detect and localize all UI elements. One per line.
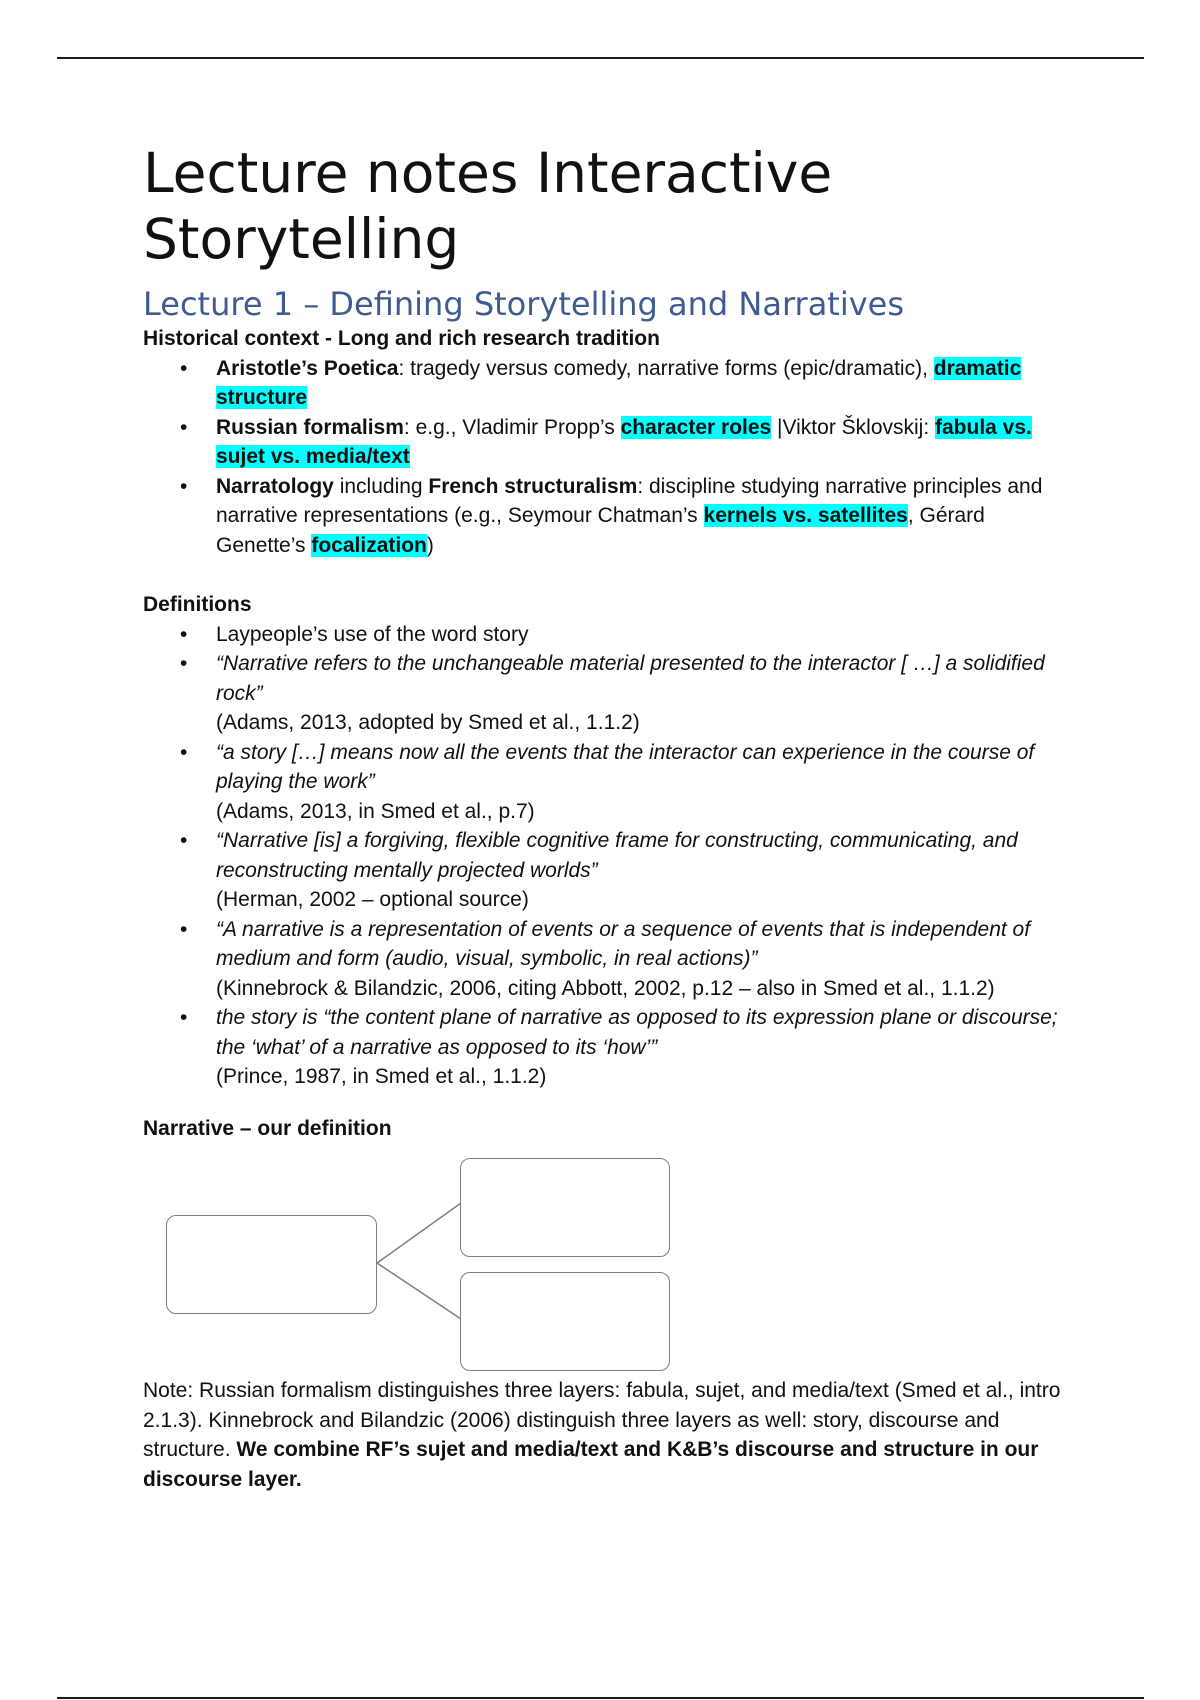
definition-item (216, 826, 1073, 915)
item-text: ) (426, 533, 434, 557)
highlight-dramatic-structure: dramatic structure (216, 356, 1022, 409)
list-item-narratology (216, 472, 1073, 561)
term-french-structuralism: French structuralism (428, 474, 638, 498)
definition-text: Laypeople’s use of the word story (216, 622, 529, 646)
term-aristotle: Aristotle’s Poetica (216, 356, 399, 380)
connector-line-upper (377, 1203, 461, 1263)
list-item-russian-formalism (216, 413, 1073, 472)
definition-quote: “a story […] means now all the events that the interactor can experience in the course of playing the work” (216, 740, 1035, 793)
item-text: |Viktor Šklovskij: (771, 415, 935, 439)
highlight-kernels-satellites: kernels vs. satellites (703, 504, 908, 527)
diagram-box-narrative (166, 1215, 377, 1314)
definitions-heading: Definitions (143, 593, 252, 616)
definition-quote: “A narrative is a representation of events or a sequence of events that is independent of medium and form (audio, visual, symbolic, in real actions)” (216, 917, 1031, 970)
narrative-definition-heading: Narrative – our definition (143, 1116, 392, 1140)
item-text: : tragedy versus comedy, narrative forms (epic/dramatic), (398, 356, 934, 380)
layers-note (143, 1376, 1073, 1494)
definition-source: (Kinnebrock & Bilandzic, 2006, citing Abbott, 2002, p.12 – also in Smed et al., 1.1.2) (216, 976, 995, 1000)
lecture-1-heading: Lecture 1 – Defining Storytelling and Narratives (143, 285, 905, 323)
diagram-box-lower (460, 1272, 670, 1371)
historical-context-list (143, 354, 1073, 561)
term-russian-formalism: Russian formalism (216, 415, 404, 439)
item-text: : discipline studying narrative principles and narrative representations (e.g., Seymour Chatman’s (216, 474, 1043, 527)
definition-quote: “Narrative [is] a forgiving, flexible cognitive frame for constructing, communicating, and reconstructing mentally projected worlds” (216, 829, 1018, 882)
item-text: , Gérard Genette’s (216, 504, 985, 557)
diagram-box-upper (460, 1158, 670, 1257)
list-item-aristotle (216, 354, 1073, 413)
document-title: Lecture notes Interactive Storytelling (143, 141, 833, 271)
definition-item (216, 620, 1073, 650)
narrative-diagram (143, 1149, 663, 1364)
definitions-list (143, 620, 1073, 1092)
definition-source: (Adams, 2013, adopted by Smed et al., 1.1.2) (216, 711, 640, 734)
definition-source: (Prince, 1987, in Smed et al., 1.1.2) (216, 1065, 547, 1088)
definition-item (216, 738, 1073, 827)
highlight-fabula-sujet: fabula vs. sujet vs. media/text (216, 415, 1032, 468)
historical-context-heading: Historical context - Long and rich research tradition (143, 327, 660, 350)
definition-quote: “Narrative refers to the unchangeable material presented to the interactor [ …] a solidified rock” (216, 652, 1045, 705)
item-text: : e.g., Vladimir Propp’s (403, 415, 621, 439)
definition-source: (Adams, 2013, in Smed et al., p.7) (216, 799, 535, 823)
definition-quote: the story is “the content plane of narrative as opposed to its expression plane or discourse; the ‘what’ of a narrative as opposed to its ‘how’” (216, 1006, 1058, 1059)
item-text: including (333, 474, 429, 498)
definition-item (216, 915, 1073, 1004)
footer-rule (57, 1697, 1144, 1699)
definition-source: (Herman, 2002 – optional source) (216, 888, 529, 911)
term-narratology: Narratology (216, 474, 334, 498)
connector-line-lower (377, 1263, 461, 1319)
highlight-focalization: focalization (311, 533, 427, 557)
definition-item (216, 1003, 1073, 1092)
note-bold-text: We combine RF’s sujet and media/text and K&B’s discourse and structure in our discourse layer. (143, 1438, 1039, 1491)
header-rule (57, 57, 1144, 59)
highlight-character-roles: character roles (620, 415, 772, 439)
document-page (143, 140, 1073, 1494)
note-text: Note: Russian formalism distinguishes three layers: fabula, sujet, and media/text (Smed et al., intro 2.1.3). Kinnebrock and Bilandzic (2006) distinguish three layers as well: story, discourse and structure. (143, 1379, 1061, 1461)
definition-item (216, 649, 1073, 738)
